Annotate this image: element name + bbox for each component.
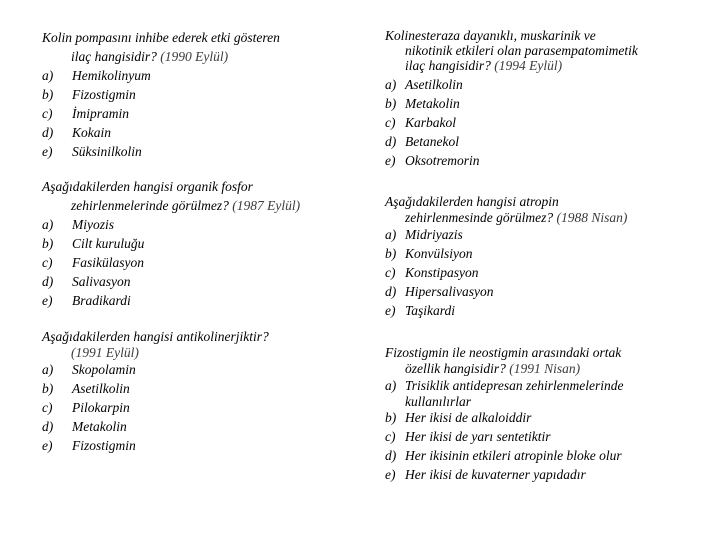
option-e: e) Oksotremorin <box>385 153 480 168</box>
exam-date: (1988 Nisan) <box>556 210 628 225</box>
question-stem <box>42 28 342 66</box>
option-d: d) Kokain <box>42 125 111 140</box>
stem-line: Kolin pompasını inhibe ederek etki gösteren <box>42 30 280 45</box>
option-c: c) İmipramin <box>42 106 129 121</box>
stem-line: Aşağıdakilerden hangisi antikolinerjiktir? <box>42 329 269 344</box>
question-stem <box>385 343 705 376</box>
option-b: b) Cilt kuruluğu <box>42 236 145 251</box>
question-stem <box>42 327 342 360</box>
option-a: a) Midriyazis <box>385 227 463 242</box>
stem-line: zehirlenmesinde görülmez? <box>405 210 554 225</box>
question-3 <box>42 327 342 455</box>
option-b: b) Konvülsiyon <box>385 246 473 261</box>
option-e: e) Bradikardi <box>42 293 131 308</box>
question-5 <box>385 192 705 320</box>
stem-line: nikotinik etkileri olan parasempatomimetik <box>405 43 638 58</box>
option-c: c) Pilokarpin <box>42 400 130 415</box>
question-2 <box>42 177 362 310</box>
stem-line: zehirlenmelerinde görülmez? <box>71 198 229 213</box>
option-c: c) Konstipasyon <box>385 265 479 280</box>
question-stem <box>385 192 705 225</box>
option-e: e) Taşikardi <box>385 303 456 318</box>
option-c: c) Fasikülasyon <box>42 255 144 270</box>
question-1 <box>42 28 342 161</box>
option-c: c) Karbakol <box>385 115 457 130</box>
option-d: d) Her ikisinin etkileri atropinle bloke olur <box>385 448 622 463</box>
question-stem <box>42 177 362 215</box>
option-d: d) Salivasyon <box>42 274 131 289</box>
option-e: e) Fizostigmin <box>42 438 136 453</box>
option-c: c) Her ikisi de yarı sentetiktir <box>385 429 551 444</box>
stem-line: ilaç hangisidir? <box>405 58 491 73</box>
option-d: d) Hipersalivasyon <box>385 284 494 299</box>
option-a: a) Asetilkolin <box>385 77 463 92</box>
option-b: b) Metakolin <box>385 96 460 111</box>
stem-line: Kolinesteraza dayanıklı, muskarinik ve <box>385 28 596 43</box>
option-b: b) Her ikisi de alkaloiddir <box>385 410 532 425</box>
option-a: a) Hemikolinyum <box>42 68 151 83</box>
stem-line: Fizostigmin ile neostigmin arasındaki ortak <box>385 345 622 360</box>
option-b: b) Asetilkolin <box>42 381 130 396</box>
stem-line: ilaç hangisidir? <box>71 49 157 64</box>
exam-date: (1994 Eylül) <box>494 58 563 73</box>
stem-line: Aşağıdakilerden hangisi organik fosfor <box>42 179 253 194</box>
exam-date: (1991 Eylül) <box>71 345 139 360</box>
exam-date: (1990 Eylül) <box>160 49 229 64</box>
option-b: b) Fizostigmin <box>42 87 136 102</box>
option-e: e) Her ikisi de kuvaterner yapıdadır <box>385 467 586 482</box>
stem-line: özellik hangisidir? <box>405 361 506 376</box>
stem-line: Aşağıdakilerden hangisi atropin <box>385 194 559 209</box>
option-d: d) Metakolin <box>42 419 127 434</box>
question-stem <box>385 28 705 73</box>
option-a: a) Miyozis <box>42 217 114 232</box>
question-4 <box>385 28 705 170</box>
option-d: d) Betanekol <box>385 134 459 149</box>
exam-date: (1991 Nisan) <box>509 361 581 376</box>
option-a: a) Trisiklik antidepresan zehirlenmelerinde kullanılırlar <box>385 378 624 409</box>
option-a: a) Skopolamin <box>42 362 136 377</box>
question-6 <box>385 343 705 484</box>
option-e: e) Süksinilkolin <box>42 144 142 159</box>
exam-date: (1987 Eylül) <box>232 198 301 213</box>
